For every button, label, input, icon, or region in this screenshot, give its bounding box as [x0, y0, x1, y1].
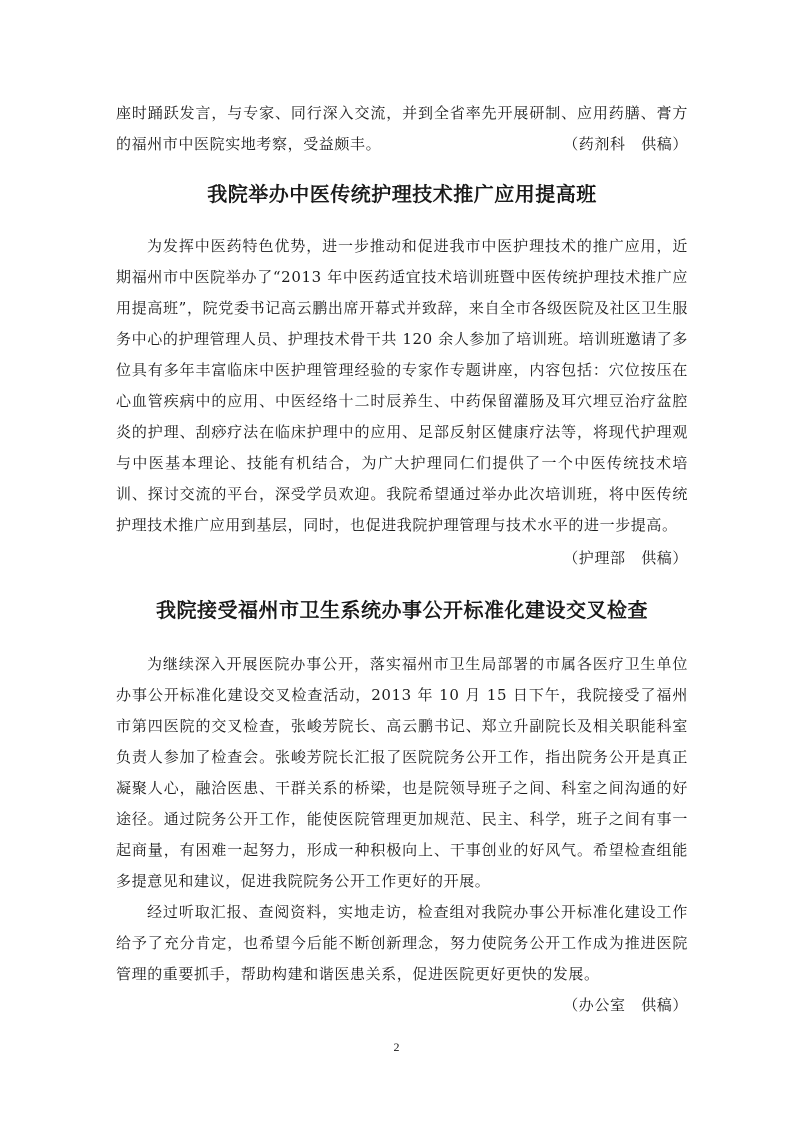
page-content	[116, 98, 688, 1021]
article-nursing-credit: （护理部 供稿）	[563, 549, 688, 567]
article-prev-text: 座时踊跃发言，与专家、同行深入交流，并到全省率先开展研制、应用药膳、膏方的福州市中医院实地考察，受益颇丰。	[116, 104, 688, 153]
article-nursing-title: 我院举办中医传统护理技术推广应用提高班	[207, 182, 597, 206]
article-prev-credit: （药剂科 供稿）	[563, 135, 688, 153]
page-number: 2	[393, 1040, 400, 1054]
article-inspection-paragraph-2: 经过听取汇报、查阅资料，实地走访，检查组对我院办事公开标准化建设工作给予了充分肯定，也希望今后能不断创新理念，努力使院务公开工作成为推进医院管理的重要抓手，帮助构建和谐医患关系，促进医院更好更快的发展。	[116, 903, 688, 983]
article-inspection-credit: （办公室 供稿）	[563, 996, 688, 1014]
article-inspection-title: 我院接受福州市卫生系统办事公开标准化建设交叉检查	[156, 598, 648, 622]
article-nursing	[116, 178, 688, 574]
article-nursing-body: 为发挥中医药特色优势，进一步推动和促进我市中医护理技术的推广应用，近期福州市中医院举办了“2013 年中医药适宜技术培训班暨中医传统护理技术推广应用提高班”，院党委书记高云鹏出席开幕式并致辞，来自全市各级医院及社区卫生服务中心的护理管理人员、护理技术骨干共 120 余人参加了培训班。培训班邀请了多位具有多年丰富临床中医护理管理经验的专家作专题讲座，内容包括：穴位按压在心血管疾病中的应用、中医经络十二时辰养生、中药保留灌肠及耳穴埋豆治疗盆腔炎的护理、刮痧疗法在临床护理中的应用、足部反射区健康疗法等，将现代护理观与中医基本理论、技能有机结合，为广大护理同仁们提供了一个中医传统技术培训、探讨交流的平台，深受学员欢迎。我院希望通过举办此次培训班，将中医传统护理技术推广应用到基层，同时，也促进我院护理管理与技术水平的进一步提高。	[116, 237, 688, 534]
article-prev-continuation	[116, 98, 688, 160]
article-inspection	[116, 594, 688, 1021]
article-inspection-paragraph-1: 为继续深入开展医院办事公开，落实福州市卫生局部署的市属各医疗卫生单位办事公开标准化建设交叉检查活动，2013 年 10 月 15 日下午，我院接受了福州市第四医院的交叉检查，张峻芳院长、高云鹏书记、郑立升副院长及相关职能科室负责人参加了检查会。张峻芳院长汇报了医院院务公开工作，指出院务公开是真正凝聚人心，融洽医患、干群关系的桥梁，也是院领导班子之间、科室之间沟通的好途径。通过院务公开工作，能使医院管理更加规范、民主、科学，班子之间有事一起商量，有困难一起努力，形成一种积极向上、干事创业的好风气。希望检查组能多提意见和建议，促进我院院务公开工作更好的开展。	[116, 655, 688, 890]
